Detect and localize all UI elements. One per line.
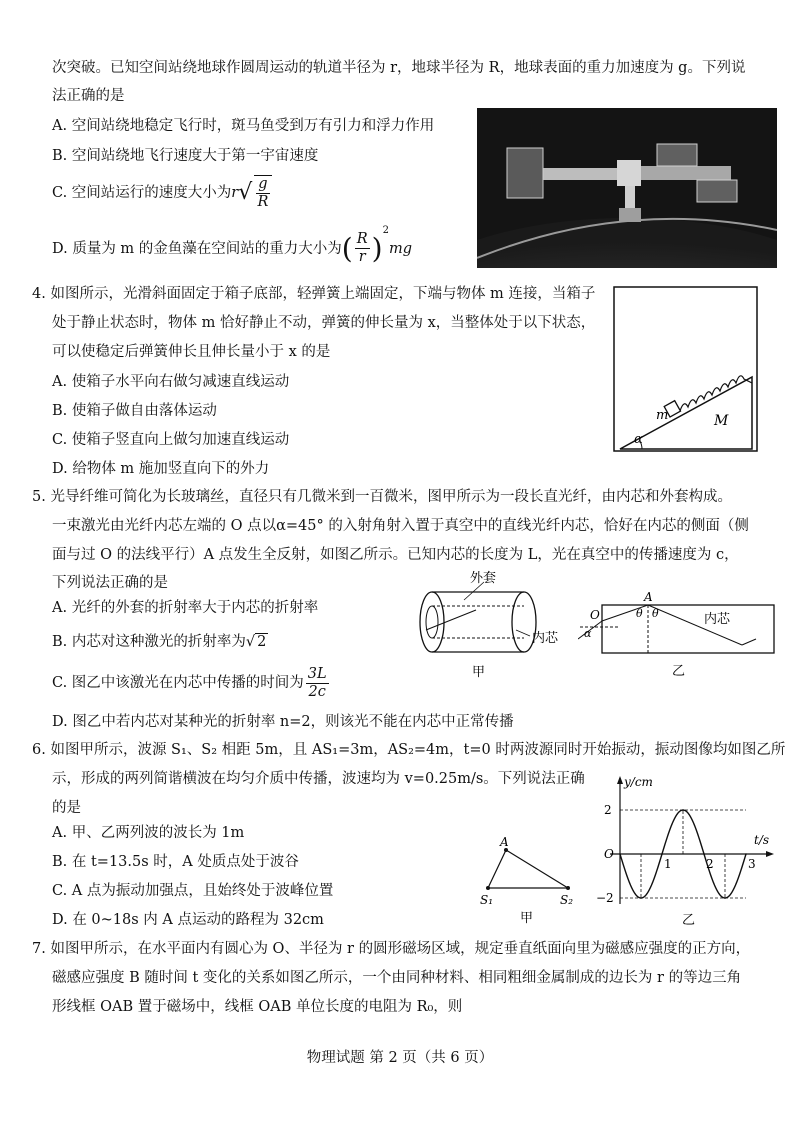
x-tick-label: 3 — [748, 857, 756, 871]
q5-option-c-den: 2c — [308, 683, 326, 700]
q6-option-b: B. 在 t=13.5s 时，A 处质点处于波谷 — [52, 854, 299, 870]
q5-option-c — [52, 660, 331, 706]
q5-option-b-text: B. 内芯对这种激光的折射率为 — [52, 634, 246, 650]
data-point — [703, 853, 705, 855]
x-axis-label: t/s — [754, 833, 770, 847]
q7-stem-line3: 形线框 OAB 置于磁场中，线框 OAB 单位长度的电阻为 R₀，则 — [52, 999, 463, 1015]
data-point — [661, 853, 663, 855]
q6-option-c: C. A 点为振动加强点，且始终处于波峰位置 — [52, 883, 334, 899]
q6-point-s1: S₁ — [480, 893, 494, 907]
q5-option-c-text: C. 图乙中该激光在内芯中传播的时间为 — [52, 675, 304, 691]
q5-fig-jia-caption: 甲 — [472, 665, 486, 680]
q6-point-s2: S₂ — [560, 893, 574, 907]
q5-reflection-svg — [578, 575, 778, 680]
x-tick-label: 1 — [664, 857, 672, 871]
space-station-photo — [477, 108, 777, 268]
q5-point-a: A — [644, 590, 653, 604]
q3-option-d: D. 质量为 m 的金鱼藻在空间站的重力大小为( $\frac{R}{r}$ )$^2$mg — [52, 225, 413, 266]
q3-option-c-r: r — [231, 185, 239, 201]
q5-reflection-figure — [578, 575, 778, 680]
q5-stem-line1: 5. 光导纤维可简化为长玻璃丝，直径只有几微米到一百微米，图甲所示为一段长直光纤，由内芯和外套构成。 — [32, 489, 732, 505]
q3-stem-line2: 法正确的是 — [52, 88, 125, 104]
y-tick-label: −2 — [596, 891, 614, 905]
q6-fig-jia-caption: 甲 — [520, 911, 534, 926]
q6-stem-line1: 6. 如图甲所示，波源 S₁、S₂ 相距 5m，且 AS₁=3m，AS₂=4m，t=0 时两波源同时开始振动，振动图像均如图乙所 — [32, 742, 786, 758]
q3-option-a: A. 空间站绕地稳定飞行时，斑马鱼受到万有引力和浮力作用 — [52, 118, 435, 134]
q3-option-d-fraction — [355, 231, 370, 266]
q4-option-d: D. 给物体 m 施加竖直向下的外力 — [52, 461, 270, 477]
q5-fiber-svg — [412, 570, 572, 680]
q5-theta-left: θ — [636, 607, 643, 620]
data-point — [745, 853, 747, 855]
q5-stem-line3: 面与过 O 的法线平行）A 点发生全反射，如图乙所示。已知内芯的长度为 L，光在真空中的传播速度为 c， — [52, 547, 739, 563]
q4-box-figure — [612, 285, 760, 455]
q5-option-b: B. 内芯对这种激光的折射率为√ 2 — [52, 634, 267, 650]
q4-stem-line3: 可以使稳定后弹簧伸长且伸长量小于 x 的是 — [52, 344, 331, 360]
q5-point-o: O — [590, 608, 600, 622]
q4-option-a: A. 使箱子水平向右做匀减速直线运动 — [52, 374, 290, 390]
origin-label: O — [604, 847, 614, 861]
q5-option-b-radicand: 2 — [257, 634, 267, 650]
data-point — [619, 853, 621, 855]
q5-inner-label: 内芯 — [532, 631, 559, 646]
q6-stem-line3: 的是 — [52, 800, 81, 816]
q3-option-c-den: R — [257, 194, 269, 210]
q6-option-d: D. 在 0~18s 内 A 点运动的路程为 32cm — [52, 912, 324, 928]
q3-option-d-num: R — [356, 231, 368, 248]
q7-stem-line2: 磁感应强度 B 随时间 t 变化的关系如图乙所示，一个由同种材料、相同粗细金属制成的边长为 r 的等边三角 — [52, 970, 742, 986]
q3-option-d-tail: mg — [388, 240, 413, 257]
q6-stem-line2: 示，形成的两列简谐横波在均匀介质中传播，波速均为 v=0.25m/s。下列说法正确 — [52, 771, 585, 787]
q6-triangle-svg — [478, 836, 588, 926]
q4-m-label: m — [656, 408, 669, 423]
q3-option-c-text: C. 空间站运行的速度大小为 — [52, 185, 232, 201]
q5-option-a: A. 光纤的外套的折射率大于内芯的折射率 — [52, 600, 319, 616]
q3-stem-line1: 次突破。已知空间站绕地球作圆周运动的轨道半径为 r，地球半径为 R，地球表面的重力加速度为 g。下列说 — [52, 60, 746, 76]
q4-stem-line2: 处于静止状态时，物体 m 恰好静止不动，弹簧的伸长量为 x，当整体处于以下状态， — [52, 315, 596, 331]
q5-fig-yi-caption: 乙 — [672, 664, 686, 679]
q6-vibration-graph — [592, 772, 782, 928]
q6-fig-yi-caption: 乙 — [682, 913, 696, 928]
q5-stem-line4: 下列说法正确的是 — [52, 575, 168, 591]
q5-theta-right: θ — [652, 607, 659, 620]
q4-M-label: M — [714, 413, 729, 429]
q5-stem-line2: 一束激光由光纤内芯左端的 O 点以α=45° 的入射角射入置于真空中的直线光纤内芯，恰好在内芯的侧面（侧 — [52, 518, 749, 534]
y-axis-label: y/cm — [624, 775, 653, 789]
q5-option-c-fraction — [306, 666, 329, 701]
q5-option-c-num: 3L — [307, 665, 327, 682]
page-footer: 物理试题 第 2 页（共 6 页） — [306, 1050, 494, 1066]
q6-vibration-svg — [592, 772, 782, 928]
q5-outer-label: 外套 — [470, 571, 497, 586]
q3-option-c-num: g — [258, 176, 268, 192]
q3-option-d-den: r — [358, 249, 366, 266]
q3-option-c: C. 空间站运行的速度大小为r√ $\frac{g}{R}$ — [52, 172, 274, 214]
q4-option-b: B. 使箱子做自由落体运动 — [52, 403, 217, 419]
q5-fiber-figure — [412, 570, 572, 680]
q3-option-c-fraction — [254, 175, 271, 211]
q3-option-d-text: D. 质量为 m 的金鱼藻在空间站的重力大小为 — [52, 240, 342, 257]
q5-option-d: D. 图乙中若内芯对某种光的折射率 n=2，则该光不能在内芯中正常传播 — [52, 714, 514, 730]
q3-option-d-exp: 2 — [382, 225, 389, 236]
x-tick-label: 2 — [706, 857, 714, 871]
y-tick-label: 2 — [604, 803, 612, 817]
q6-point-a: A — [500, 836, 509, 849]
q5-inner-label-2: 内芯 — [704, 612, 731, 627]
space-station-photo-svg — [477, 108, 777, 268]
q6-option-a: A. 甲、乙两列波的波长为 1m — [52, 825, 245, 841]
q7-stem-line1: 7. 如图甲所示，在水平面内有圆心为 O、半径为 r 的圆形磁场区域，规定垂直纸面向里为磁感应强度的正方向， — [32, 941, 751, 957]
q4-option-c: C. 使箱子竖直向上做匀加速直线运动 — [52, 432, 290, 448]
q5-alpha: α — [584, 627, 592, 640]
q3-option-b: B. 空间站绕地飞行速度大于第一宇宙速度 — [52, 148, 319, 164]
q4-box-svg — [612, 285, 760, 455]
q4-stem-line1: 4. 如图所示，光滑斜面固定于箱子底部，轻弹簧上端固定，下端与物体 m 连接，当箱子 — [32, 286, 596, 302]
q6-triangle-figure — [478, 836, 588, 926]
q4-alpha-label: α — [634, 432, 643, 447]
